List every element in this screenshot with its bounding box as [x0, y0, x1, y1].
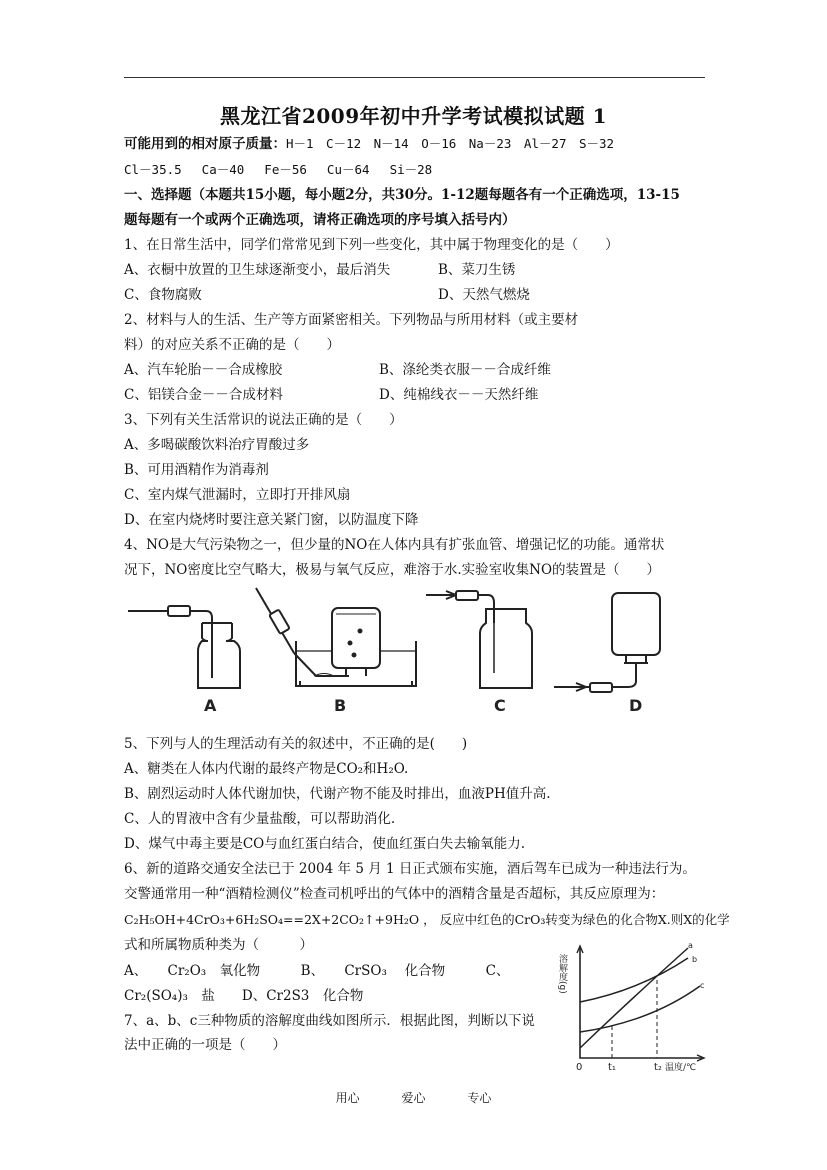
apparatus-c	[426, 591, 532, 688]
atomic-mass-line-1	[124, 135, 614, 153]
curve-b	[580, 958, 688, 1002]
q3-stem: 3、下列有关生活常识的说法正确的是（ ）	[124, 412, 403, 428]
footer-word-3: 专心	[467, 1091, 492, 1105]
footer-word-1: 用心	[335, 1091, 360, 1105]
q2-stem-1: 2、材料与人的生活、生产等方面紧密相关。下列物品与所用材料（或主要材	[124, 312, 579, 328]
section-1-heading: 一、选择题（本题共15小题，每小题2分，共30分。1-12题每题各有一个正确选项，13-15	[124, 187, 680, 203]
atomic-mass-values-2: Cl－35.5 Ca－40 Fe－56 Cu－64 Si－28	[124, 162, 433, 177]
apparatus-label-d: D	[629, 696, 643, 715]
apparatus-d	[554, 593, 660, 692]
q3-option-d: D、在室内烧烤时要注意关紧门窗，以防温度下降	[124, 512, 419, 528]
q3-option-a: A、多喝碳酸饮料治疗胃酸过多	[124, 437, 310, 453]
q1-option-d: D、天然气燃烧	[438, 287, 530, 303]
section-1-heading-2: 题每题有一个或两个正确选项，请将正确选项的序号填入括号内）	[124, 212, 516, 228]
page-footer	[0, 1089, 827, 1106]
footer-word-2: 爱心	[401, 1091, 426, 1105]
curve-c	[580, 986, 700, 1032]
q4-stem-2: 况下，NO密度比空气略大，极易与氧气反应，难溶于水.实验室收集NO的装置是（ ）	[124, 562, 661, 578]
q1-option-c: C、食物腐败	[124, 287, 202, 303]
q2-stem-2: 料）的对应关系不正确的是（ ）	[124, 337, 340, 353]
curve-label-a: a	[688, 941, 693, 950]
graph-ylabel: 溶解度(g)	[557, 954, 567, 994]
graph-xlabel: 温度/℃	[665, 1063, 697, 1073]
q1-stem: 1、在日常生活中，同学们常常见到下列一些变化，其中属于物理变化的是（ ）	[124, 237, 619, 253]
q2-option-b: B、涤纶类衣服－－合成纤维	[379, 362, 551, 378]
q5-option-b: B、剧烈运动时人体代谢加快，代谢产物不能及时排出，血液PH值升高.	[124, 786, 551, 802]
q5-option-d: D、煤气中毒主要是CO与血红蛋白结合，使血红蛋白失去输氧能力.	[124, 836, 526, 852]
exam-title: 黑龙江省2009年初中升学考试模拟试题 1	[219, 104, 608, 128]
q6-line-3: C₂H₅OH+4CrO₃+6H₂SO₄==2X+2CO₂↑+9H₂O ， 反应中红色的CrO₃转变为绿色的化合物X.则X的化学	[124, 912, 730, 927]
q5-option-a: A、糖类在人体内代谢的最终产物是CO₂和H₂O.	[124, 761, 409, 777]
q5-stem: 5、下列与人的生理活动有关的叙述中，不正确的是( )	[124, 736, 468, 752]
q2-option-c: C、铝镁合金－－合成材料	[124, 387, 283, 403]
apparatus-label-c: C	[494, 696, 506, 715]
q6-line-1: 6、新的道路交通安全法已于 2004 年 5 月 1 日正式颁布实施，酒后驾车已成为一种违法行为。	[124, 861, 696, 877]
graph-t1: t₁	[608, 1062, 616, 1073]
atomic-mass-label: 可能用到的相对原子质量：	[124, 136, 286, 152]
q6-line-4: 式和所属物质种类为（ ）	[124, 937, 313, 953]
q4-stem-1: 4、NO是大气污染物之一，但少量的NO在人体内具有扩张血管、增强记忆的功能。通常状	[124, 537, 665, 553]
apparatus-a	[128, 606, 240, 688]
q3-option-c: C、室内煤气泄漏时，立即打开排风扇	[124, 487, 351, 503]
graph-t2: t₂	[654, 1062, 662, 1073]
q2-option-a: A、汽车轮胎－－合成橡胶	[124, 362, 283, 378]
apparatus-label-a: A	[204, 696, 217, 715]
apparatus-label-b: B	[334, 696, 347, 715]
q6-options-1: A、 Cr₂O₃ 氧化物 B、 CrSO₃ 化合物 C、	[124, 963, 510, 979]
q1-option-a: A、衣橱中放置的卫生球逐渐变小，最后消失	[124, 262, 391, 278]
header-rule	[124, 77, 705, 78]
q7-line-1: 7、a、b、c三种物质的溶解度曲线如图所示．根据此图，判断以下说	[124, 1013, 535, 1029]
q7-line-2: 法中正确的一项是（ ）	[124, 1037, 286, 1053]
curve-label-b: b	[692, 955, 698, 964]
q6-options-2: Cr₂(SO₄)₃ 盐 D、Cr2S3 化合物	[124, 988, 364, 1004]
curve-label-c: c	[700, 981, 705, 990]
graph-origin: 0	[576, 1062, 583, 1073]
q5-option-c: C、人的胃液中含有少量盐酸，可以帮助消化.	[124, 811, 396, 827]
q1-option-b: B、菜刀生锈	[438, 262, 516, 278]
solubility-curve-graph	[557, 940, 710, 1075]
atomic-mass-values-1: H－1 C－12 N－14 O－16 Na－23 Al－27 S－32	[286, 136, 615, 151]
gas-collection-apparatus-figure	[124, 583, 684, 718]
apparatus-b	[256, 588, 416, 686]
q6-line-2: 交警通常用一种“酒精检测仪”检查司机呼出的气体中的酒精含量是否超标，其反应原理为：	[124, 886, 665, 902]
q2-option-d: D、纯棉线衣－－天然纤维	[379, 387, 539, 403]
q3-option-b: B、可用酒精作为消毒剂	[124, 462, 269, 478]
